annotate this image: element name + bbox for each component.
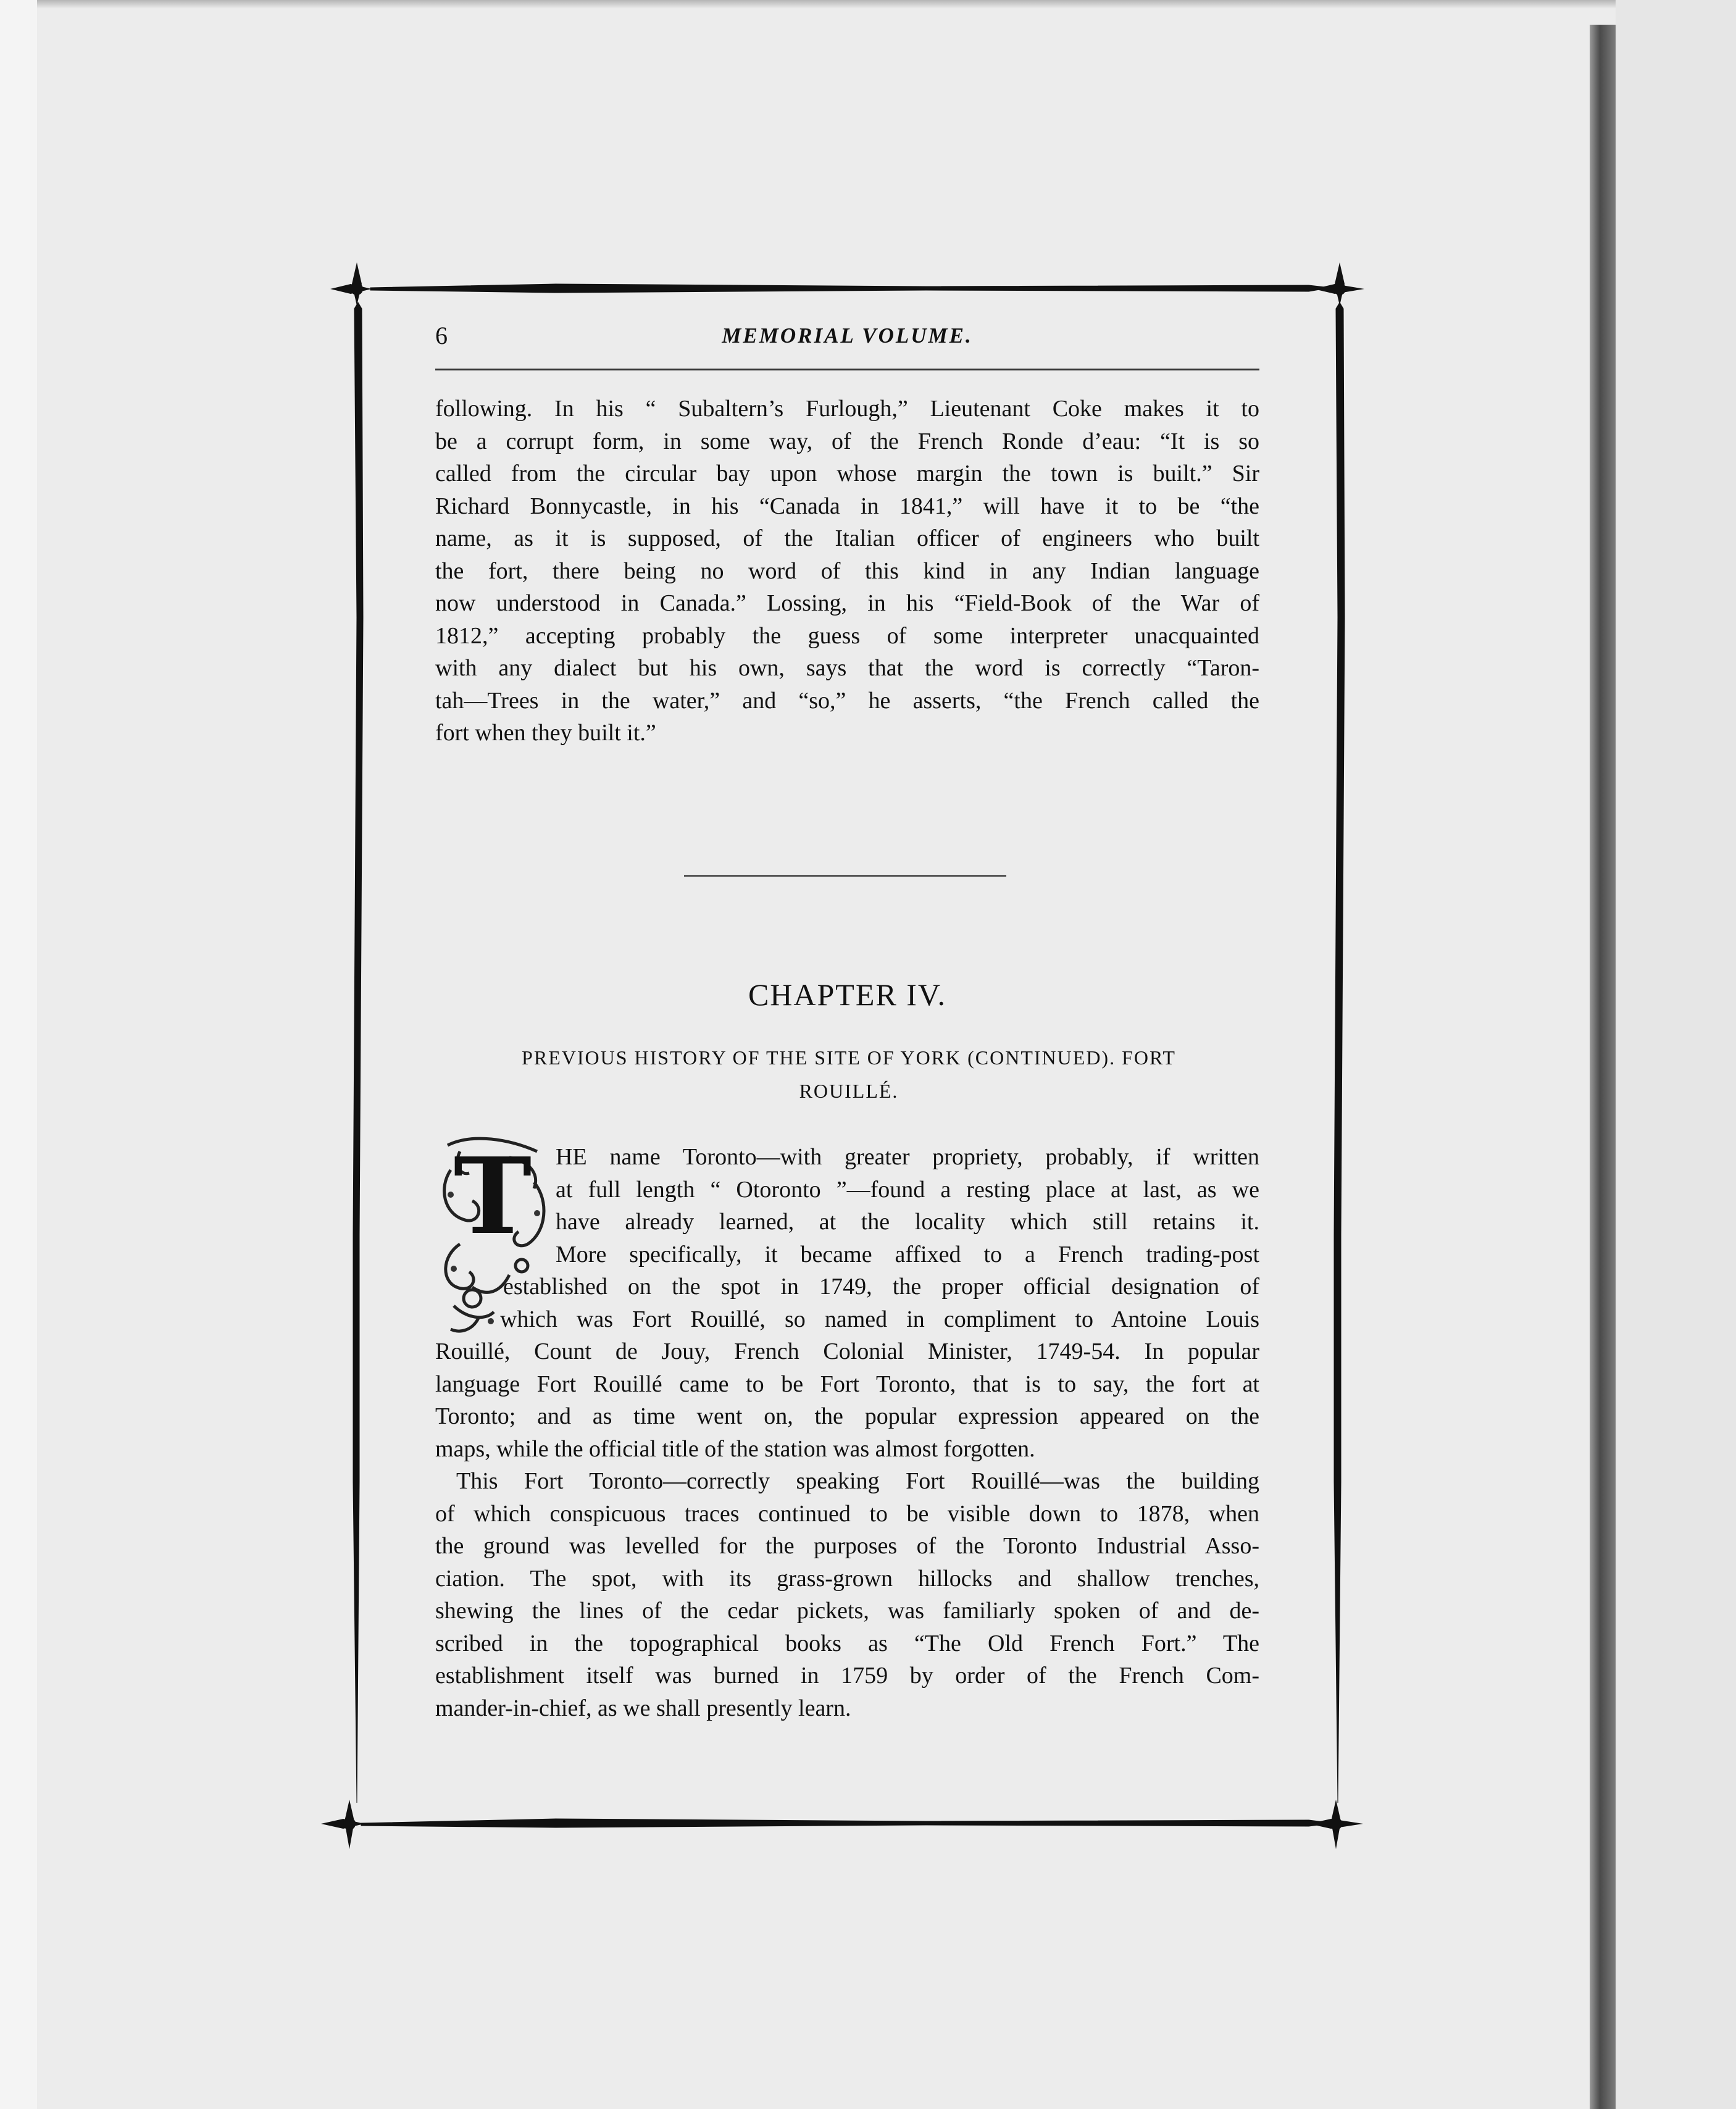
corner-ornament-bottom-right: [1309, 1800, 1363, 1849]
section-divider: [684, 875, 1006, 877]
text-line: with any dialect but his own, says that the word is correctly “Taron-: [435, 655, 1259, 681]
text-line: mander-in-chief, as we shall presently learn.: [435, 1695, 851, 1721]
text-line: the fort, there being no word of this kind in any Indian language: [435, 558, 1259, 584]
text-line: ciation. The spot, with its grass-grown hillocks and shallow trenches,: [435, 1565, 1259, 1592]
text-line: tah—Trees in the water,” and “so,” he asserts, “the French called the: [435, 687, 1259, 714]
text-line: name, as it is supposed, of the Italian officer of engineers who built: [435, 525, 1259, 551]
text-line: establishment itself was burned in 1759 by order of the French Com-: [435, 1663, 1259, 1689]
text-line: Rouillé, Count de Jouy, French Colonial Minister, 1749-54. In popular: [435, 1338, 1259, 1364]
drop-cap-letter: T: [453, 1135, 532, 1258]
text-line: 1812,” accepting probably the guess of some interpreter unacquainted: [435, 622, 1259, 649]
text-line: More specifically, it became affixed to a French trading-post: [556, 1241, 1259, 1267]
text-line: maps, while the official title of the station was almost forgotten.: [435, 1435, 1035, 1462]
corner-ornament-top-left: [330, 262, 372, 306]
continued-paragraph: [435, 393, 1259, 750]
text-line: called from the circular bay upon whose margin the town is built.” Sir: [435, 461, 1259, 487]
text-line: established on the spot in 1749, the proper official designation of: [503, 1274, 1259, 1300]
text-line: at full length “ Otoronto ”—found a resting place at last, as we: [556, 1176, 1259, 1203]
header-rule: [435, 369, 1259, 370]
corner-ornament-bottom-left: [321, 1800, 364, 1849]
frame-left-rule: [353, 303, 363, 1803]
corner-ornament-top-right: [1314, 262, 1364, 306]
text-line: which was Fort Rouillé, so named in compliment to Antoine Louis: [500, 1306, 1259, 1332]
page-number: 6: [435, 322, 448, 349]
frame-bottom-rule: [361, 1819, 1333, 1827]
running-title: MEMORIAL VOLUME.: [722, 324, 973, 348]
running-head: [435, 321, 1259, 358]
text-line: scribed in the topographical books as “The Old French Fort.” The: [435, 1630, 1259, 1656]
text-line: HE name Toronto—with greater propriety, probably, if written: [556, 1144, 1259, 1170]
text-line: the ground was levelled for the purposes of the Toronto Industrial Asso-: [435, 1533, 1259, 1559]
frame-right-rule: [1334, 303, 1345, 1803]
chapter-subtitle-line: ROUILLÉ.: [799, 1080, 899, 1102]
chapter-subtitle: [451, 1041, 1247, 1108]
text-line: This Fort Toronto—correctly speaking Fort Rouillé—was the building: [456, 1468, 1259, 1494]
text-line: Toronto; and as time went on, the popular expression appeared on the: [435, 1403, 1259, 1429]
chapter-subtitle-line: PREVIOUS HISTORY OF THE SITE OF YORK (CONTINUED). FORT: [522, 1046, 1176, 1069]
text-line: have already learned, at the locality which still retains it.: [556, 1209, 1259, 1235]
text-line: shewing the lines of the cedar pickets, was familiarly spoken of and de-: [435, 1598, 1259, 1624]
text-line: Richard Bonnycastle, in his “Canada in 1841,” will have it to be “the: [435, 493, 1259, 519]
text-line: of which conspicuous traces continued to be visible down to 1878, when: [435, 1500, 1259, 1527]
text-line: following. In his “ Subaltern’s Furlough,” Lieutenant Coke makes it to: [435, 396, 1259, 422]
text-line: fort when they built it.”: [435, 720, 656, 746]
chapter-title: CHAPTER IV.: [748, 977, 947, 1012]
chapter-opening-paragraph: [435, 1141, 1259, 1724]
text-line: now understood in Canada.” Lossing, in his “Field-Book of the War of: [435, 590, 1259, 616]
frame-top-rule: [370, 284, 1330, 293]
text-line: language Fort Rouillé came to be Fort Toronto, that is to say, the fort at: [435, 1371, 1259, 1397]
text-line: be a corrupt form, in some way, of the French Ronde d’eau: “It is so: [435, 428, 1259, 454]
